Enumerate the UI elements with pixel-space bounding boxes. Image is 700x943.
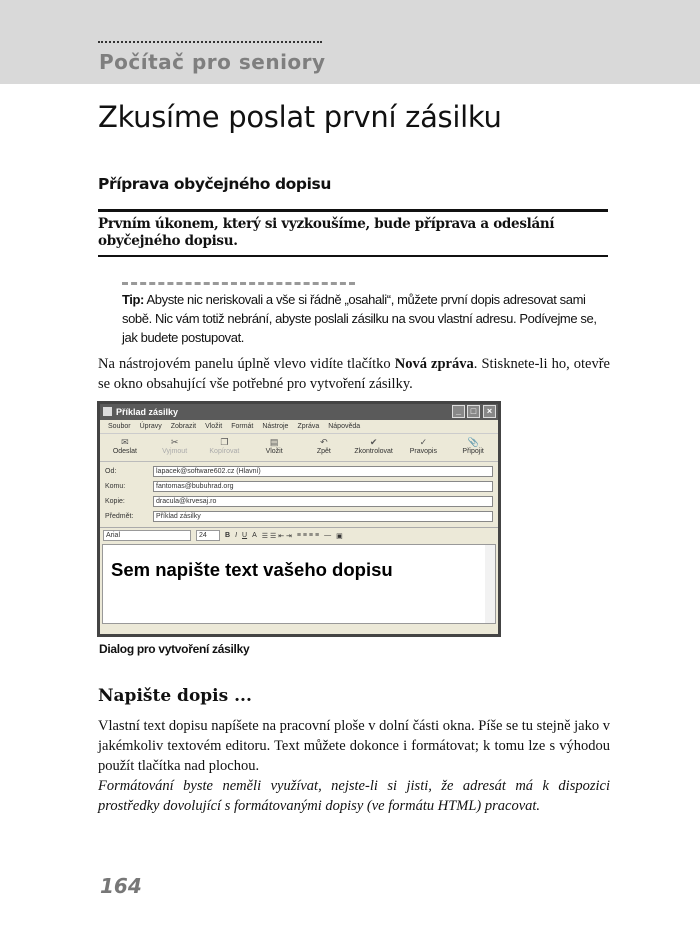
section-heading: Příprava obyčejného dopisu [98,175,331,193]
label: Kopírovat [209,448,240,455]
label: Zkontrolovat [354,448,393,455]
tip-text: Abyste nic neriskovali a vše si řádně „osahali“, můžete první dopis adresovat sami sobě. Nic vám totiž nebrání, abyste poslali zásilku na svou vlastní adresu. Podívejme se, jak budete postupovat. [122,292,597,345]
cut-button[interactable] [150,434,200,461]
menu-item[interactable]: Zobrazit [170,423,197,430]
tip-dashed-rule [122,282,355,285]
window-titlebar [100,404,498,420]
line-icon[interactable]: — [324,532,332,539]
compose-window-screenshot [97,401,501,637]
menu-item[interactable]: Úpravy [139,423,162,430]
subject-input[interactable]: Příklad zásilky [153,511,493,522]
from-select[interactable]: lapacek@software602.cz (Hlavní) [153,466,493,477]
menu-item[interactable]: Formát [231,423,254,430]
running-header [0,0,700,84]
text: Na nástrojovém panelu úplně vlevo vidíte tlačítko [98,356,395,372]
spelling-icon: ✓ [419,437,428,447]
menu-item[interactable]: Soubor [108,423,131,430]
toolbar [100,434,498,462]
format-bar [100,527,498,543]
maximize-icon[interactable]: □ [467,405,480,418]
list-icons[interactable]: ☰ ☰ ⇤ ⇥ [261,532,292,540]
paragraph: Vlastní text dopisu napíšete na pracovní ploše v dolní části okna. Píše se tu stejně jako v jakémkoliv textovém editoru. Text můžete dokonce i formátovat; k tomu lze s výhodou použít tlačítka nad plochou. [98,718,610,774]
cc-field [105,495,493,507]
label: Vložit [265,448,283,455]
bold-term: Nová zpráva [394,356,474,372]
series-title: Počítač pro seniory [99,50,326,74]
check-names-button[interactable] [349,434,399,461]
paperclip-icon: 📎 [467,437,479,447]
field-label: Od: [105,467,117,475]
to-field [105,480,493,492]
field-label[interactable]: Kopie: [105,497,125,505]
italic-icon[interactable]: I [235,532,238,539]
field-label: Předmět: [105,512,134,520]
scissors-icon: ✂ [170,437,179,447]
tip-box [122,290,612,347]
copy-icon: ❐ [220,437,229,447]
section-heading: Napište dopis ... [98,686,252,706]
window-title: Příklad zásilky [116,407,179,417]
label: Pravopis [409,448,437,455]
paste-button[interactable] [249,434,299,461]
label: Vyjmout [162,448,188,455]
from-field [105,465,493,477]
image-icon[interactable]: ▣ [336,532,343,540]
send-button[interactable] [100,434,150,461]
font-select[interactable]: Arial [103,530,191,541]
menu-item[interactable]: Nástroje [262,423,289,430]
menu-item[interactable]: Vložit [205,423,223,430]
copy-button[interactable] [200,434,250,461]
field-label[interactable]: Komu: [105,482,126,490]
chapter-title: Zkusíme poslat první zásilku [98,100,502,134]
figure-caption: Dialog pro vytvoření zásilky [99,642,250,656]
italic-note: Formátování byste neměli využívat, nejste-li si jisti, že adresát má k dispozici prostředky dovolující s formátovanými dopisy (ve formátu HTML) pracovat. [98,778,610,814]
vertical-scrollbar[interactable] [485,545,495,623]
tip-label: Tip: [122,292,144,307]
subject-field [105,510,493,522]
underline-icon[interactable]: U [242,532,248,539]
attach-button[interactable] [448,434,498,461]
minimize-icon[interactable]: _ [452,405,465,418]
menu-bar [100,420,498,434]
body-text: Sem napište text vašeho dopisu [111,559,393,580]
paragraph [98,354,610,394]
label: Zpět [316,448,331,455]
close-icon[interactable]: × [483,405,496,418]
text: . Stisknete-li ho, otevře se okno obsahující vše potřebné pro vytvoření zásilky. [98,356,610,392]
to-input[interactable]: fantomas@bubuhrad.org [153,481,493,492]
align-icons[interactable]: ≡ ≡ ≡ ≡ [296,532,320,539]
check-icon: ✔ [369,437,378,447]
spelling-button[interactable] [399,434,449,461]
send-icon: ✉ [121,437,129,447]
font-color-icon[interactable]: A [252,532,257,539]
label: Odeslat [112,448,137,455]
menu-item[interactable]: Nápověda [328,423,361,430]
label: Připojit [462,448,484,455]
paste-icon: ▤ [269,437,279,447]
page-number: 164 [100,874,142,898]
message-body[interactable] [102,544,496,624]
dotted-rule [98,41,322,43]
cc-input[interactable]: dracula@krvesaj.ro [153,496,493,507]
mail-icon [103,407,112,416]
intro-box: Prvním úkonem, který si vyzkoušíme, bude příprava a odeslání obyčejného dopisu. [98,209,608,257]
bold-icon[interactable]: B [225,532,231,539]
undo-icon: ↶ [320,437,328,447]
size-select[interactable]: 24 [196,530,220,541]
menu-item[interactable]: Zpráva [297,423,320,430]
undo-button[interactable] [299,434,349,461]
